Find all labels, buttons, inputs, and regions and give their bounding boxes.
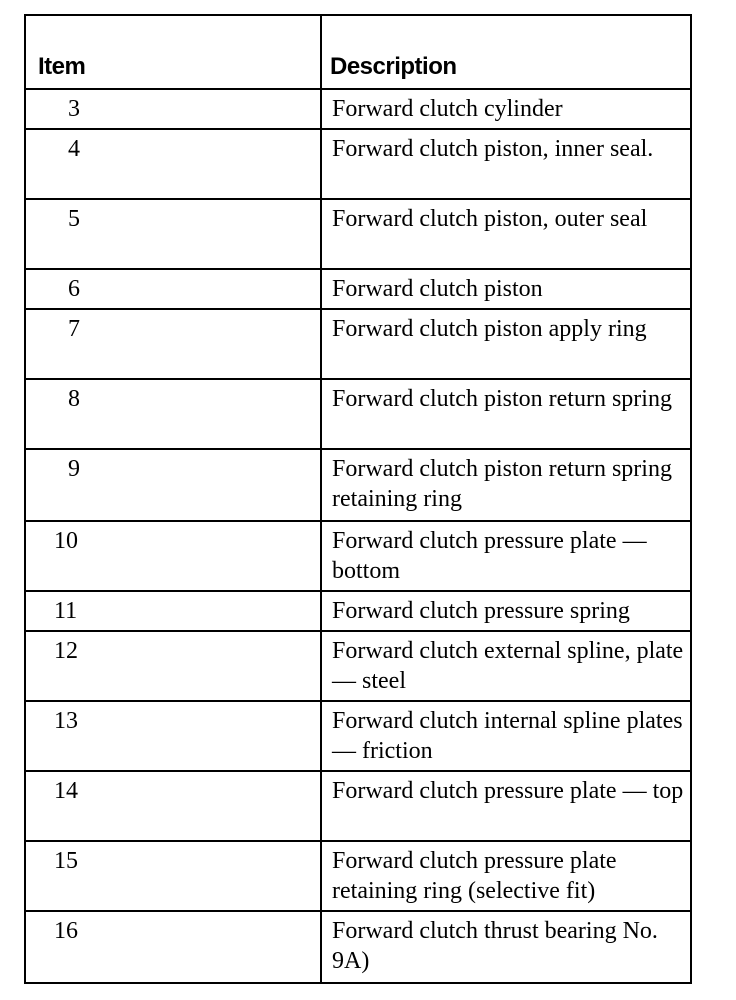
table-row bbox=[26, 128, 690, 198]
table-row bbox=[26, 630, 690, 700]
item-description: Forward clutch piston return spring bbox=[332, 386, 672, 412]
item-number: 9 bbox=[26, 450, 322, 520]
item-description: Forward clutch pressure plate retaining ring (selective fit) bbox=[332, 848, 617, 904]
table-row bbox=[26, 268, 690, 308]
table-row bbox=[26, 840, 690, 910]
item-number: 11 bbox=[26, 592, 322, 630]
header-description: Description bbox=[330, 53, 457, 80]
item-number: 8 bbox=[26, 380, 322, 448]
item-description: Forward clutch pressure plate — top bbox=[332, 778, 684, 804]
table-row bbox=[26, 198, 690, 268]
item-description: Forward clutch piston, outer seal bbox=[332, 206, 648, 232]
table-row bbox=[26, 448, 690, 520]
table-row bbox=[26, 770, 690, 840]
table-row bbox=[26, 378, 690, 448]
item-description: Forward clutch internal spline plates — friction bbox=[332, 708, 683, 764]
item-description: Forward clutch piston bbox=[332, 276, 543, 302]
item-description: Forward clutch piston, inner seal. bbox=[332, 136, 654, 162]
item-description: Forward clutch pressure spring bbox=[332, 598, 630, 624]
table-row bbox=[26, 700, 690, 770]
item-description: Forward clutch piston apply ring bbox=[332, 316, 647, 342]
item-number: 13 bbox=[26, 702, 322, 770]
table-row bbox=[26, 520, 690, 590]
item-number: 16 bbox=[26, 912, 322, 982]
item-description: Forward clutch thrust bearing No. 9A) bbox=[332, 918, 658, 974]
item-description: Forward clutch piston return spring retaining ring bbox=[332, 456, 672, 512]
table-row bbox=[26, 308, 690, 378]
item-number: 4 bbox=[26, 130, 322, 198]
item-number: 7 bbox=[26, 310, 322, 378]
item-description: Forward clutch pressure plate — bottom bbox=[332, 528, 647, 584]
item-number: 14 bbox=[26, 772, 322, 840]
item-description: Forward clutch external spline, plate — steel bbox=[332, 638, 684, 694]
item-number: 12 bbox=[26, 632, 322, 700]
item-number: 5 bbox=[26, 200, 322, 268]
item-number: 10 bbox=[26, 522, 322, 590]
parts-table bbox=[24, 14, 692, 984]
table-row bbox=[26, 910, 690, 982]
item-description: Forward clutch cylinder bbox=[332, 96, 563, 122]
item-number: 3 bbox=[26, 90, 322, 128]
table-header-row bbox=[26, 16, 690, 88]
item-number: 6 bbox=[26, 270, 322, 308]
header-item: Item bbox=[26, 16, 322, 88]
item-number: 15 bbox=[26, 842, 322, 910]
table-row bbox=[26, 590, 690, 630]
table-row bbox=[26, 88, 690, 128]
